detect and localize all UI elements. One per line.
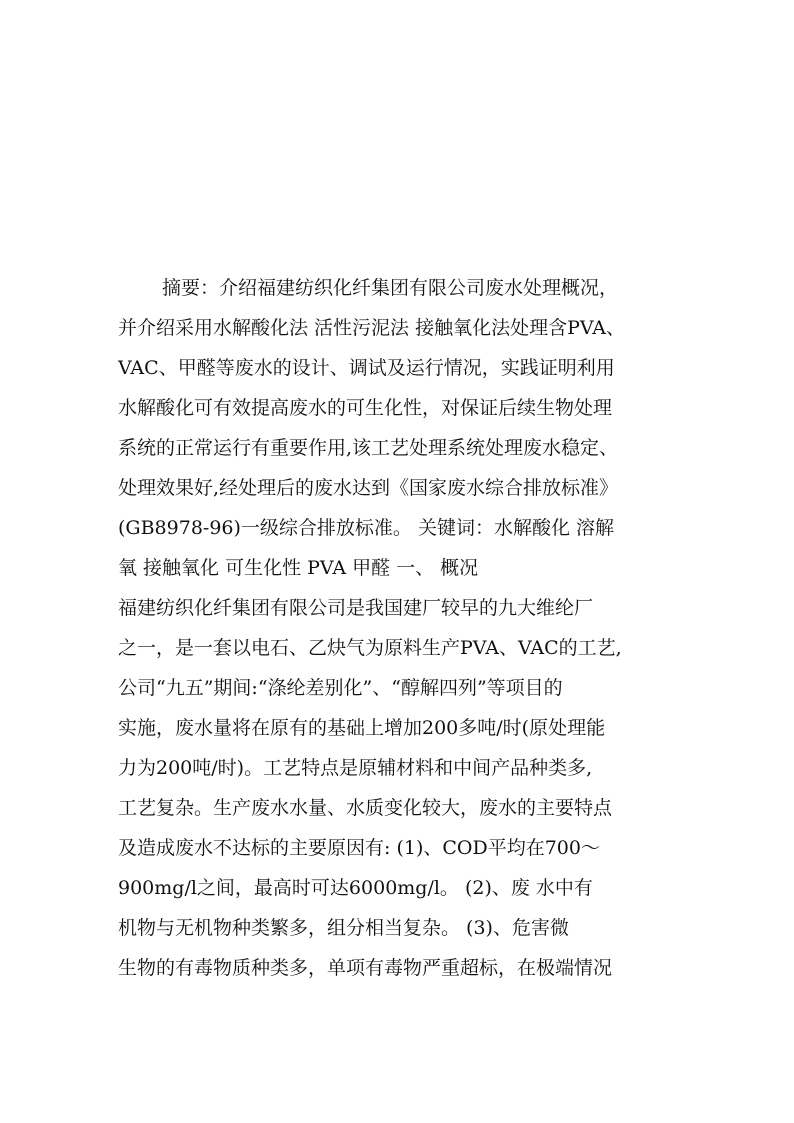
text-line-6: 处理效果好,经处理后的废水达到《国家废水综合排放标准》 [118,477,619,499]
text-line-17: 机物与无机物种类繁多，组分相当复杂。 (3)、危害微 [118,917,569,939]
body-text [118,268,678,988]
text-line-1: 摘要：介绍福建纺织化纤集团有限公司废水处理概况， [162,277,619,299]
text-line-2: 并介绍采用水解酸化法 活性污泥法 接触氧化法处理含PVA、 [118,317,626,339]
text-line-9: 福建纺织化纤集团有限公司是我国建厂较早的九大维纶厂 [118,597,594,619]
text-line-3: VAC、甲醛等废水的设计、调试及运行情况，实践证明利用 [118,357,615,379]
text-line-4: 水解酸化可有效提高废水的可生化性，对保证后续生物处理 [118,397,613,419]
text-line-15: 及造成废水不达标的主要原因有: (1)、COD平均在700～ [118,837,600,859]
text-line-13: 力为200吨/时)。工艺特点是原辅材料和中间产品种类多, [118,757,593,779]
text-line-10: 之一，是一套以电石、乙炔气为原料生产PVA、VAC的工艺, [118,637,622,659]
text-line-16: 900mg/l之间，最高时可达6000mg/l。 (2)、废 水中有 [118,877,593,899]
text-line-12: 实施，废水量将在原有的基础上增加200多吨/时(原处理能 [118,717,606,739]
text-line-11: 公司“九五”期间:“涤纶差别化”、“醇解四列”等项目的 [118,677,563,699]
text-line-14: 工艺复杂。生产废水水量、水质变化较大，废水的主要特点 [118,797,613,819]
text-line-5: 系统的正常运行有重要作用,该工艺处理系统处理废水稳定、 [118,437,619,459]
text-line-18: 生物的有毒物质种类多，单项有毒物严重超标，在极端情况 [118,957,613,979]
text-line-7: (GB8978-96)一级综合排放标准。 关键词：水解酸化 溶解 [118,517,614,539]
text-line-8: 氧 接触氧化 可生化性 PVA 甲醛 一、 概况 [118,557,479,579]
